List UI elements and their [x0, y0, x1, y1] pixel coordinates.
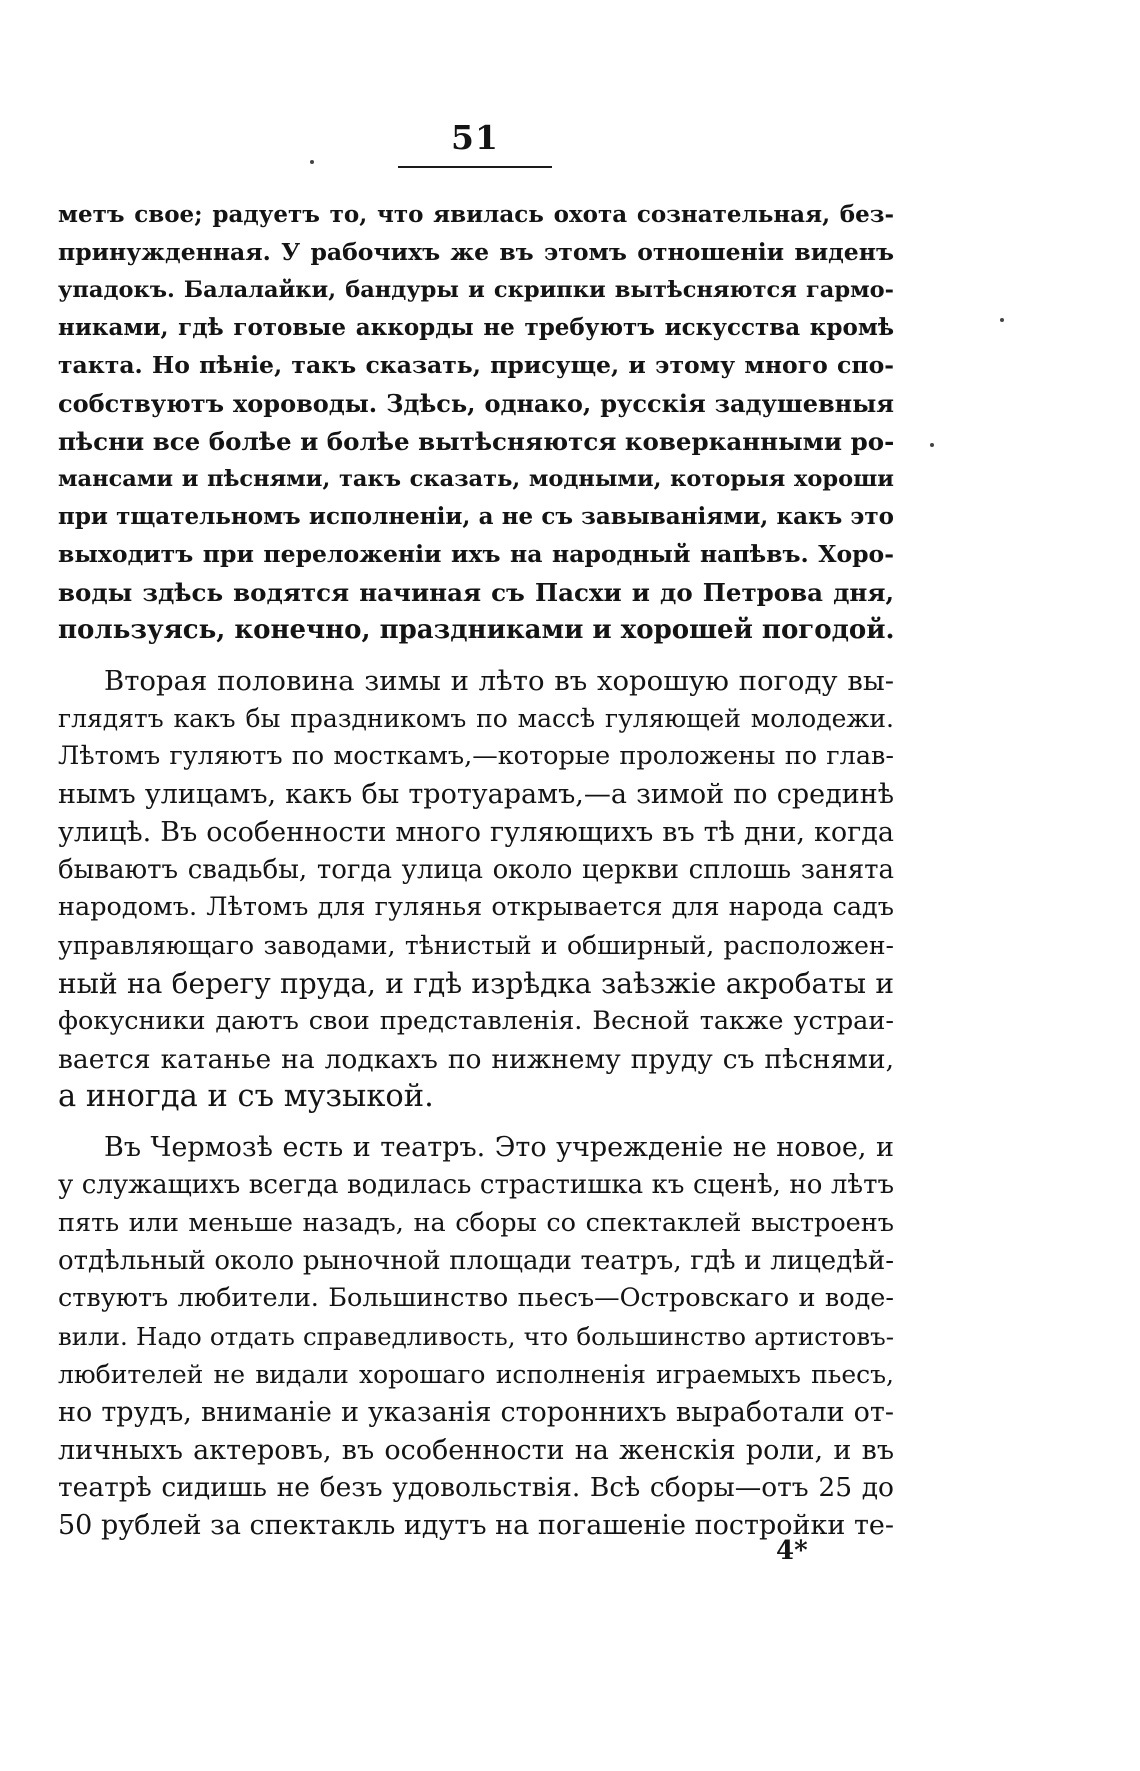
text-line: бываютъ свадьбы, тогда улица около церкви сплошь занята [58, 854, 894, 885]
text-line: упадокъ. Балалайки, бандуры и скрипки вытѣсняются гармо- [58, 276, 894, 303]
text-line: народомъ. Лѣтомъ для гулянья открывается для народа садъ [58, 892, 894, 923]
paragraph [58, 196, 894, 650]
paragraph [58, 1129, 894, 1545]
text-line: отдѣльный около рыночной площади театръ, гдѣ и лицедѣй- [58, 1245, 894, 1276]
text-line: воды здѣсь водятся начиная съ Пасхи и до Петрова дня, [58, 577, 894, 607]
text-line: нымъ улицамъ, какъ бы тротуарамъ,—а зимой по срединѣ [58, 778, 894, 810]
print-speck [1000, 318, 1004, 322]
text-line: принужденная. У рабочихъ же въ этомъ отношеніи виденъ [58, 237, 894, 266]
text-line: никами, гдѣ готовые аккорды не требуютъ искусства кромѣ [58, 314, 894, 342]
text-line: выходитъ при переложеніи ихъ на народный напѣвъ. Хоро- [58, 540, 894, 569]
text-line: глядятъ какъ бы праздникомъ по массѣ гуляющей молодежи. [58, 704, 894, 734]
text-line: управляющаго заводами, тѣнистый и обширный, расположен- [58, 931, 894, 961]
print-speck [930, 443, 934, 447]
text-line: пѣсни все болѣе и болѣе вытѣсняются коверканными ро- [58, 426, 895, 456]
text-line: фокусники даютъ свои представленія. Весной также устраи- [58, 1005, 894, 1036]
text-line: а иногда и съ музыкой. [58, 1079, 434, 1115]
text-line: Въ Чермозѣ есть и театръ. Это учрежденіе не новое, и [104, 1132, 894, 1164]
body-text [58, 196, 894, 1545]
print-speck [310, 160, 314, 164]
header-rule [398, 166, 552, 168]
text-line: улицѣ. Въ особенности много гуляющихъ въ тѣ дни, когда [58, 816, 894, 848]
text-line: пять или меньше назадъ, на сборы со спектаклей выстроенъ [58, 1207, 894, 1238]
paragraph [58, 663, 894, 1117]
text-line: театрѣ сидишь не безъ удовольствія. Всѣ сборы—отъ 25 до [58, 1472, 894, 1504]
text-line: ный на берегу пруда, и гдѣ изрѣдка заѣзжіе акробаты и [58, 966, 894, 1000]
text-line: Лѣтомъ гуляютъ по мосткамъ,—которые проложены по глав- [58, 741, 894, 772]
text-line: любителей не видали хорошаго исполненія играемыхъ пьесъ, [58, 1359, 894, 1389]
text-line: личныхъ актеровъ, въ особенности на женскія роли, и въ [58, 1434, 894, 1466]
text-line: при тщательномъ исполненіи, а не съ завываніями, какъ это [58, 503, 894, 531]
text-line: пользуясь, конечно, праздниками и хорошей погодой. [58, 614, 895, 645]
text-line: собствуютъ хороводы. Здѣсь, однако, русскія задушевныя [58, 388, 894, 418]
text-line: 50 рублей за спектакль идутъ на погашеніе постройки те- [58, 1510, 894, 1542]
page-number: 51 [451, 118, 499, 157]
signature-mark: 4* [776, 1536, 808, 1566]
text-line: вили. Надо отдать справедливость, что большинство артистовъ- [58, 1322, 894, 1352]
text-line: но трудъ, вниманіе и указанія стороннихъ выработали от- [58, 1396, 894, 1428]
text-line: ствуютъ любители. Большинство пьесъ—Островскаго и водe- [58, 1283, 894, 1314]
text-line: Вторая половина зимы и лѣто въ хорошую погоду вы- [104, 664, 894, 697]
text-line: у служащихъ всегда водилась страстишка къ сценѣ, но лѣтъ [58, 1169, 894, 1200]
text-line: метъ свое; радуетъ то, что явилась охота сознательная, без- [58, 201, 894, 228]
text-line: вается катанье на лодкахъ по нижнему пруду съ пѣснями, [58, 1043, 894, 1075]
text-line: такта. Но пѣніе, такъ сказать, присуще, и этому много спо- [58, 351, 894, 380]
text-line: мансами и пѣснями, такъ сказать, модными, которыя хороши [58, 465, 894, 492]
